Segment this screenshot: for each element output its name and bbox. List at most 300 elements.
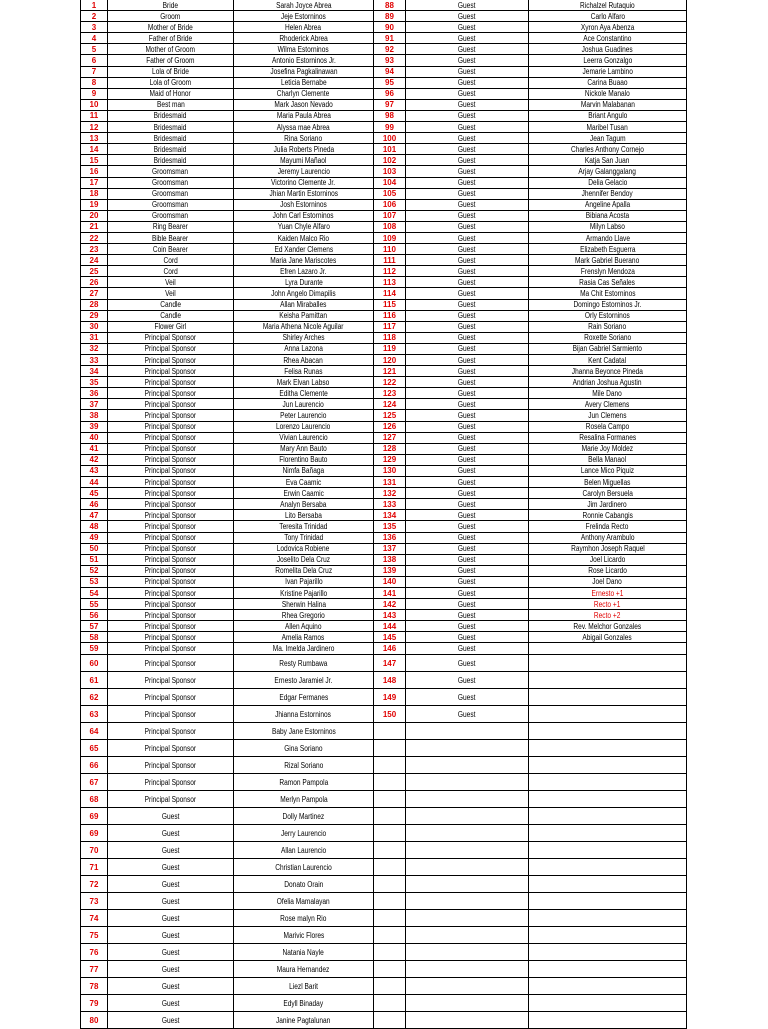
right-row-name-text: Bibiana Acosta	[585, 211, 630, 221]
left-row-name-text: Jun Laurencio	[282, 399, 325, 409]
left-row-name	[234, 576, 374, 587]
right-row-role-text: Guest	[458, 444, 476, 454]
right-row-role-text: Guest	[458, 56, 476, 66]
left-row-number: 19	[81, 199, 108, 210]
right-row-role	[406, 288, 529, 299]
table-row	[81, 893, 687, 910]
left-row-number: 11	[81, 110, 108, 121]
left-row-role	[108, 610, 234, 621]
right-row-name	[529, 332, 687, 343]
left-row-role	[108, 477, 234, 488]
left-row-role	[108, 995, 234, 1012]
left-row-name-text: Maria Paula Abrea	[276, 111, 331, 121]
left-row-name	[234, 565, 374, 576]
right-row-role	[406, 99, 529, 110]
right-row-role-text: Guest	[458, 144, 476, 154]
table-row	[81, 599, 687, 610]
right-row-role-text: Guest	[458, 344, 476, 354]
left-row-number: 59	[81, 643, 108, 655]
left-row-role-text: Bible Bearer	[152, 233, 189, 243]
right-row-name-text: Charles Anthony Cornejo	[571, 144, 644, 154]
left-row-name	[234, 310, 374, 321]
right-row-number: 123	[374, 388, 406, 399]
left-row-name-text: Ernesto Jaramiel Jr.	[274, 675, 333, 685]
left-row-name	[234, 825, 374, 842]
right-row-role-text: Guest	[458, 178, 476, 188]
left-row-role-text: Principal Sponsor	[144, 477, 197, 487]
right-row-role-text: Guest	[458, 411, 476, 421]
left-row-role	[108, 893, 234, 910]
right-row-role-text: Guest	[458, 322, 476, 332]
left-row-role-text: Lola of Bride	[152, 67, 189, 77]
right-row-number: 107	[374, 210, 406, 221]
table-row	[81, 740, 687, 757]
table-row	[81, 177, 687, 188]
left-row-name-text: Peter Laurencio	[280, 411, 327, 421]
left-row-name-text: Nimfa Bañaga	[282, 466, 325, 476]
left-row-role	[108, 77, 234, 88]
right-row-name-empty	[529, 859, 687, 876]
left-row-name-text: Kaiden Malco Rio	[277, 233, 330, 243]
left-row-role-text: Principal Sponsor	[144, 388, 197, 398]
left-row-name-text: Mary Ann Bauto	[280, 444, 327, 454]
left-row-name-text: Shirley Arches	[282, 333, 325, 343]
left-row-role-text: Bridesmaid	[154, 133, 187, 143]
left-row-name-text: Natania Nayle	[282, 947, 325, 957]
left-row-name-text: Josefina Pagkalinawan	[269, 67, 338, 77]
left-row-role	[108, 532, 234, 543]
left-row-role-text: Principal Sponsor	[144, 488, 197, 498]
left-row-role	[108, 944, 234, 961]
right-row-role-text: Guest	[458, 399, 476, 409]
left-row-role-text: Principal Sponsor	[144, 644, 197, 654]
right-row-role-text: Guest	[458, 44, 476, 54]
left-row-role	[108, 859, 234, 876]
left-row-name	[234, 33, 374, 44]
left-row-number: 66	[81, 757, 108, 774]
right-row-name	[529, 377, 687, 388]
left-row-name-text: Lorenzo Laurencio	[276, 422, 331, 432]
table-row	[81, 576, 687, 587]
left-row-name-text: Mayumi Mañaol	[280, 155, 327, 165]
table-row	[81, 477, 687, 488]
right-row-role	[406, 355, 529, 366]
left-row-role-text: Principal Sponsor	[144, 692, 197, 702]
left-row-role-text: Principal Sponsor	[144, 588, 197, 598]
left-row-number: 64	[81, 723, 108, 740]
right-row-name-empty	[529, 808, 687, 825]
right-row-name	[529, 610, 687, 621]
left-row-number: 48	[81, 521, 108, 532]
right-row-name-text: Raymhon Joseph Raquel	[570, 544, 645, 554]
right-row-name	[529, 110, 687, 121]
right-row-number: 133	[374, 499, 406, 510]
left-row-name-text: Teresita Trinidad	[279, 521, 328, 531]
table-row	[81, 706, 687, 723]
right-row-role	[406, 210, 529, 221]
right-row-role-text: Guest	[458, 658, 476, 668]
left-row-number: 2	[81, 11, 108, 22]
right-row-role	[406, 11, 529, 22]
right-row-name	[529, 188, 687, 199]
right-row-name	[529, 499, 687, 510]
right-row-number: 103	[374, 166, 406, 177]
right-row-name-text: Recto +1	[594, 599, 621, 609]
table-row	[81, 842, 687, 859]
right-row-role	[406, 55, 529, 66]
right-row-role-empty	[406, 978, 529, 995]
left-row-number: 77	[81, 961, 108, 978]
right-row-role	[406, 332, 529, 343]
left-row-name	[234, 655, 374, 672]
right-row-role-text: Guest	[458, 255, 476, 265]
left-row-name-text: Charlyn Clemente	[277, 89, 330, 99]
right-row-role	[406, 388, 529, 399]
left-row-role	[108, 978, 234, 995]
left-row-role	[108, 310, 234, 321]
right-row-role	[406, 22, 529, 33]
right-row-role-empty	[406, 774, 529, 791]
right-row-name-text: Frenslyn Mendoza	[580, 266, 635, 276]
right-row-number: 131	[374, 477, 406, 488]
left-row-role-text: Guest	[161, 930, 180, 940]
right-row-name	[529, 199, 687, 210]
left-row-name	[234, 599, 374, 610]
left-row-role-text: Guest	[161, 879, 180, 889]
left-row-number: 65	[81, 740, 108, 757]
left-row-role-text: Bridesmaid	[154, 122, 187, 132]
right-row-role-text: Guest	[458, 0, 476, 10]
left-row-role	[108, 432, 234, 443]
left-row-role	[108, 366, 234, 377]
right-row-name-empty	[529, 995, 687, 1012]
right-row-name-text: Rev. Melchor Gonzales	[573, 621, 642, 631]
table-row	[81, 723, 687, 740]
right-row-number-empty	[374, 859, 406, 876]
left-row-name	[234, 366, 374, 377]
right-row-role-text: Guest	[458, 311, 476, 321]
right-row-role-text: Guest	[458, 455, 476, 465]
right-row-number: 142	[374, 599, 406, 610]
right-row-role	[406, 443, 529, 454]
table-row	[81, 66, 687, 77]
left-row-role	[108, 277, 234, 288]
right-row-name	[529, 706, 687, 723]
right-row-number: 125	[374, 410, 406, 421]
right-row-role-text: Guest	[458, 211, 476, 221]
right-row-name	[529, 621, 687, 632]
left-row-number: 80	[81, 1012, 108, 1029]
right-row-role	[406, 66, 529, 77]
right-row-name-text: Roxette Soriano	[583, 333, 632, 343]
left-row-number: 78	[81, 978, 108, 995]
left-row-name	[234, 978, 374, 995]
left-row-number: 60	[81, 655, 108, 672]
left-row-role	[108, 488, 234, 499]
right-row-role	[406, 576, 529, 587]
left-row-name-text: Keisha Pamittan	[279, 311, 328, 321]
right-row-role	[406, 672, 529, 689]
left-row-role	[108, 774, 234, 791]
left-row-number: 6	[81, 55, 108, 66]
left-row-name	[234, 774, 374, 791]
right-row-number-empty	[374, 1012, 406, 1029]
right-row-role	[406, 155, 529, 166]
right-row-number: 114	[374, 288, 406, 299]
left-row-name	[234, 377, 374, 388]
left-row-role-text: Guest	[161, 913, 180, 923]
left-row-role-text: Principal Sponsor	[144, 422, 197, 432]
right-row-name	[529, 576, 687, 587]
right-row-number: 115	[374, 299, 406, 310]
right-row-role-text: Guest	[458, 200, 476, 210]
right-row-name-text: Joshua Guadines	[581, 44, 634, 54]
left-row-name	[234, 643, 374, 655]
right-row-role-empty	[406, 944, 529, 961]
table-row	[81, 232, 687, 243]
left-row-name-text: Joselito Dela Cruz	[276, 555, 331, 565]
left-row-number: 76	[81, 944, 108, 961]
left-row-name	[234, 55, 374, 66]
left-row-name	[234, 842, 374, 859]
left-row-name-text: Julia Roberts Pineda	[273, 144, 334, 154]
left-row-name	[234, 927, 374, 944]
left-row-number: 43	[81, 465, 108, 476]
right-row-name	[529, 155, 687, 166]
right-row-name-text: Armando Llave	[585, 233, 630, 243]
right-row-name	[529, 565, 687, 576]
left-row-number: 63	[81, 706, 108, 723]
right-row-role-text: Guest	[458, 599, 476, 609]
table-row	[81, 1012, 687, 1029]
left-row-number: 8	[81, 77, 108, 88]
left-row-number: 53	[81, 576, 108, 587]
left-row-role	[108, 410, 234, 421]
right-row-role	[406, 488, 529, 499]
left-row-name	[234, 22, 374, 33]
right-row-number: 150	[374, 706, 406, 723]
right-row-name	[529, 465, 687, 476]
right-row-name-text: Jim Jardinero	[587, 499, 628, 509]
left-row-role-text: Bridesmaid	[154, 144, 187, 154]
right-row-name-text: Ronnie Cabangis	[582, 510, 633, 520]
right-row-name-text: Delia Gelacio	[587, 178, 627, 188]
left-row-name-text: John Angelo Dimapilis	[271, 288, 336, 298]
left-row-number: 10	[81, 99, 108, 110]
left-row-name	[234, 155, 374, 166]
left-row-number: 1	[81, 0, 108, 11]
left-row-number: 23	[81, 244, 108, 255]
left-row-name	[234, 110, 374, 121]
left-row-number: 57	[81, 621, 108, 632]
right-row-name	[529, 488, 687, 499]
left-row-role-text: Principal Sponsor	[144, 510, 197, 520]
right-row-role-text: Guest	[458, 477, 476, 487]
left-row-role	[108, 244, 234, 255]
table-row	[81, 655, 687, 672]
right-row-number-empty	[374, 825, 406, 842]
right-row-role	[406, 454, 529, 465]
left-row-role	[108, 465, 234, 476]
table-row	[81, 621, 687, 632]
left-row-role-text: Candle	[160, 300, 181, 310]
left-row-number: 39	[81, 421, 108, 432]
left-row-name-text: Rhea Gregorio	[281, 610, 326, 620]
right-row-name	[529, 33, 687, 44]
table-row	[81, 443, 687, 454]
right-row-name-text: Marie Joy Moldez	[581, 444, 634, 454]
table-row	[81, 166, 687, 177]
table-row	[81, 774, 687, 791]
left-row-name	[234, 521, 374, 532]
left-row-role	[108, 199, 234, 210]
right-row-role-text: Guest	[458, 533, 476, 543]
left-row-number: 24	[81, 255, 108, 266]
right-row-number-empty	[374, 774, 406, 791]
left-row-name-text: Jerry Laurencio	[280, 828, 327, 838]
right-row-name-text: Andrian Joshua Agustin	[573, 377, 642, 387]
right-row-name-text: Joel Licardo	[589, 555, 626, 565]
table-row	[81, 995, 687, 1012]
right-row-role	[406, 399, 529, 410]
left-row-name	[234, 388, 374, 399]
left-row-role-text: Cord	[163, 266, 178, 276]
left-row-role-text: Bridesmaid	[154, 155, 187, 165]
right-row-number: 146	[374, 643, 406, 655]
left-row-number: 9	[81, 88, 108, 99]
left-row-role-text: Principal Sponsor	[144, 743, 197, 753]
right-row-number: 110	[374, 244, 406, 255]
right-row-name	[529, 277, 687, 288]
left-row-name	[234, 77, 374, 88]
right-row-role-text: Guest	[458, 377, 476, 387]
left-row-role	[108, 144, 234, 155]
right-row-role	[406, 188, 529, 199]
left-row-role	[108, 155, 234, 166]
right-row-number: 126	[374, 421, 406, 432]
right-row-name-empty	[529, 927, 687, 944]
left-row-role	[108, 757, 234, 774]
right-row-role-text: Guest	[458, 333, 476, 343]
left-row-role-text: Guest	[161, 862, 180, 872]
left-row-role-text: Principal Sponsor	[144, 794, 197, 804]
right-row-name	[529, 177, 687, 188]
left-row-name-text: Allen Aquino	[285, 621, 322, 631]
right-row-role	[406, 44, 529, 55]
left-row-name	[234, 144, 374, 155]
left-row-name-text: Sherwin Halina	[281, 599, 326, 609]
right-row-role	[406, 255, 529, 266]
left-row-number: 20	[81, 210, 108, 221]
table-row	[81, 110, 687, 121]
left-row-role	[108, 1012, 234, 1029]
left-row-name-text: Lyra Durante	[284, 277, 323, 287]
left-row-number: 28	[81, 299, 108, 310]
left-row-number: 14	[81, 144, 108, 155]
right-row-number: 148	[374, 672, 406, 689]
left-row-role	[108, 355, 234, 366]
right-row-role-text: Guest	[458, 577, 476, 587]
right-row-role-text: Guest	[458, 644, 476, 654]
right-row-role	[406, 166, 529, 177]
left-row-number: 69	[81, 825, 108, 842]
right-row-role	[406, 199, 529, 210]
left-row-number: 69	[81, 808, 108, 825]
right-row-role-text: Guest	[458, 100, 476, 110]
table-row	[81, 55, 687, 66]
right-row-number: 88	[374, 0, 406, 11]
left-row-name	[234, 299, 374, 310]
right-row-name-text: Richalzel Rutaquio	[580, 0, 635, 10]
right-row-name-empty	[529, 791, 687, 808]
right-row-role-empty	[406, 995, 529, 1012]
left-row-role	[108, 332, 234, 343]
left-row-name-text: Merlyn Pampola	[279, 794, 328, 804]
right-row-number: 143	[374, 610, 406, 621]
right-row-name	[529, 299, 687, 310]
left-row-name	[234, 672, 374, 689]
right-row-name	[529, 443, 687, 454]
left-row-number: 32	[81, 343, 108, 354]
right-row-role-text: Guest	[458, 632, 476, 642]
left-row-number: 7	[81, 66, 108, 77]
right-row-number: 141	[374, 587, 406, 598]
left-row-name	[234, 133, 374, 144]
left-row-name	[234, 221, 374, 232]
right-row-role	[406, 310, 529, 321]
right-row-number-empty	[374, 876, 406, 893]
right-row-number-empty	[374, 740, 406, 757]
table-row	[81, 465, 687, 476]
left-row-name	[234, 554, 374, 565]
left-row-name-text: Rose malyn Rio	[280, 913, 327, 923]
left-row-role-text: Guest	[161, 964, 180, 974]
right-row-name-text: Frelinda Recto	[586, 521, 629, 531]
table-row	[81, 343, 687, 354]
right-row-role-text: Guest	[458, 499, 476, 509]
right-row-number: 120	[374, 355, 406, 366]
left-row-role-text: Principal Sponsor	[144, 544, 197, 554]
right-row-name	[529, 244, 687, 255]
right-row-role-text: Guest	[458, 22, 476, 32]
right-row-number: 134	[374, 510, 406, 521]
left-row-role	[108, 388, 234, 399]
left-row-number: 12	[81, 122, 108, 133]
right-row-role-text: Guest	[458, 510, 476, 520]
left-row-name	[234, 421, 374, 432]
right-row-role-text: Guest	[458, 466, 476, 476]
left-row-name-text: Vivian Laurencio	[279, 433, 328, 443]
table-row	[81, 266, 687, 277]
left-row-number: 17	[81, 177, 108, 188]
table-row	[81, 825, 687, 842]
left-row-number: 22	[81, 232, 108, 243]
left-row-number: 58	[81, 632, 108, 643]
right-row-number-empty	[374, 808, 406, 825]
left-row-role-text: Principal Sponsor	[144, 521, 197, 531]
left-row-name	[234, 255, 374, 266]
right-row-name-text: Carlo Alfaro	[590, 11, 625, 21]
left-row-number: 73	[81, 893, 108, 910]
right-row-role-text: Guest	[458, 566, 476, 576]
right-row-number: 118	[374, 332, 406, 343]
right-row-role-text: Guest	[458, 189, 476, 199]
guest-list-sheet	[80, 0, 686, 1029]
left-row-role-text: Principal Sponsor	[144, 610, 197, 620]
right-row-name-text: Ma Chit Estorninos	[579, 288, 636, 298]
right-row-name-empty	[529, 1012, 687, 1029]
right-row-role-text: Guest	[458, 675, 476, 685]
